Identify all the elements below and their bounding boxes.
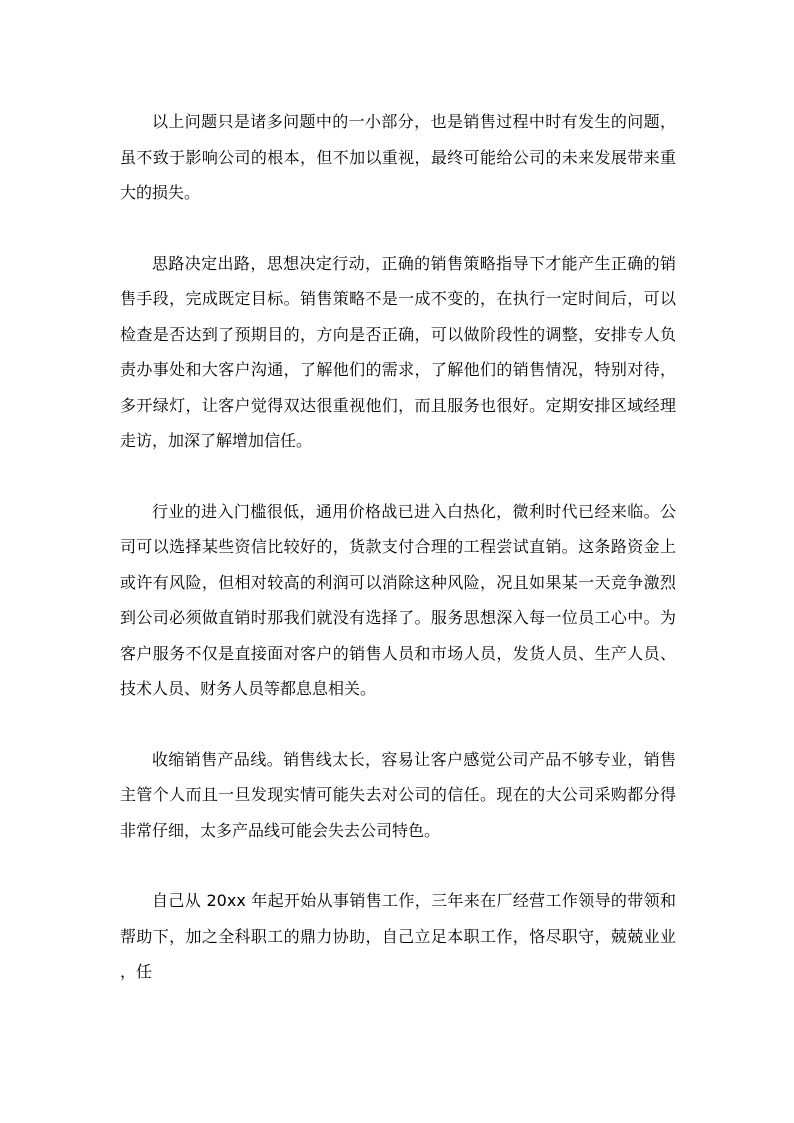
paragraph-5: 自己从 20xx 年起开始从事销售工作，三年来在厂经营工作领导的带领和帮助下，加之全科职工的鼎力协助，自己立足本职工作，恪尽职守，兢兢业业，任 xyxy=(120,891,676,981)
paragraph-3: 行业的进入门槛很低，通用价格战已进入白热化，微利时代已经来临。公司可以选择某些资信比较好的，货款支付合理的工程尝试直销。这条路资金上或许有风险，但相对较高的利润可以消除这种风险，况且如果某一天竞争激烈到公司必须做直销时那我们就没有选择了。服务思想深入每一位员工心中。为客户服务不仅是直接面对客户的销售人员和市场人员，发货人员、生产人员、技术人员、财务人员等都息息相关。 xyxy=(120,501,676,698)
document-page xyxy=(120,104,676,990)
paragraph-4: 收缩销售产品线。销售线太长，容易让客户感觉公司产品不够专业，销售主管个人而且一旦发现实情可能失去对公司的信任。现在的大公司采购都分得非常仔细，太多产品线可能会失去公司特色。 xyxy=(120,749,676,840)
paragraph-2: 思路决定出路，思想决定行动，正确的销售策略指导下才能产生正确的销售手段，完成既定目标。销售策略不是一成不变的，在执行一定时间后，可以检查是否达到了预期目的，方向是否正确，可以做阶段性的调整，安排专人负责办事处和大客户沟通，了解他们的需求，了解他们的销售情况，特别对待，多开绿灯，让客户觉得双达很重视他们，而且服务也很好。定期安排区域经理走访，加深了解增加信任。 xyxy=(120,253,676,450)
paragraph-1: 以上问题只是诸多问题中的一小部分，也是销售过程中时有发生的问题，虽不致于影响公司的根本，但不加以重视，最终可能给公司的未来发展带来重大的损失。 xyxy=(120,112,676,202)
